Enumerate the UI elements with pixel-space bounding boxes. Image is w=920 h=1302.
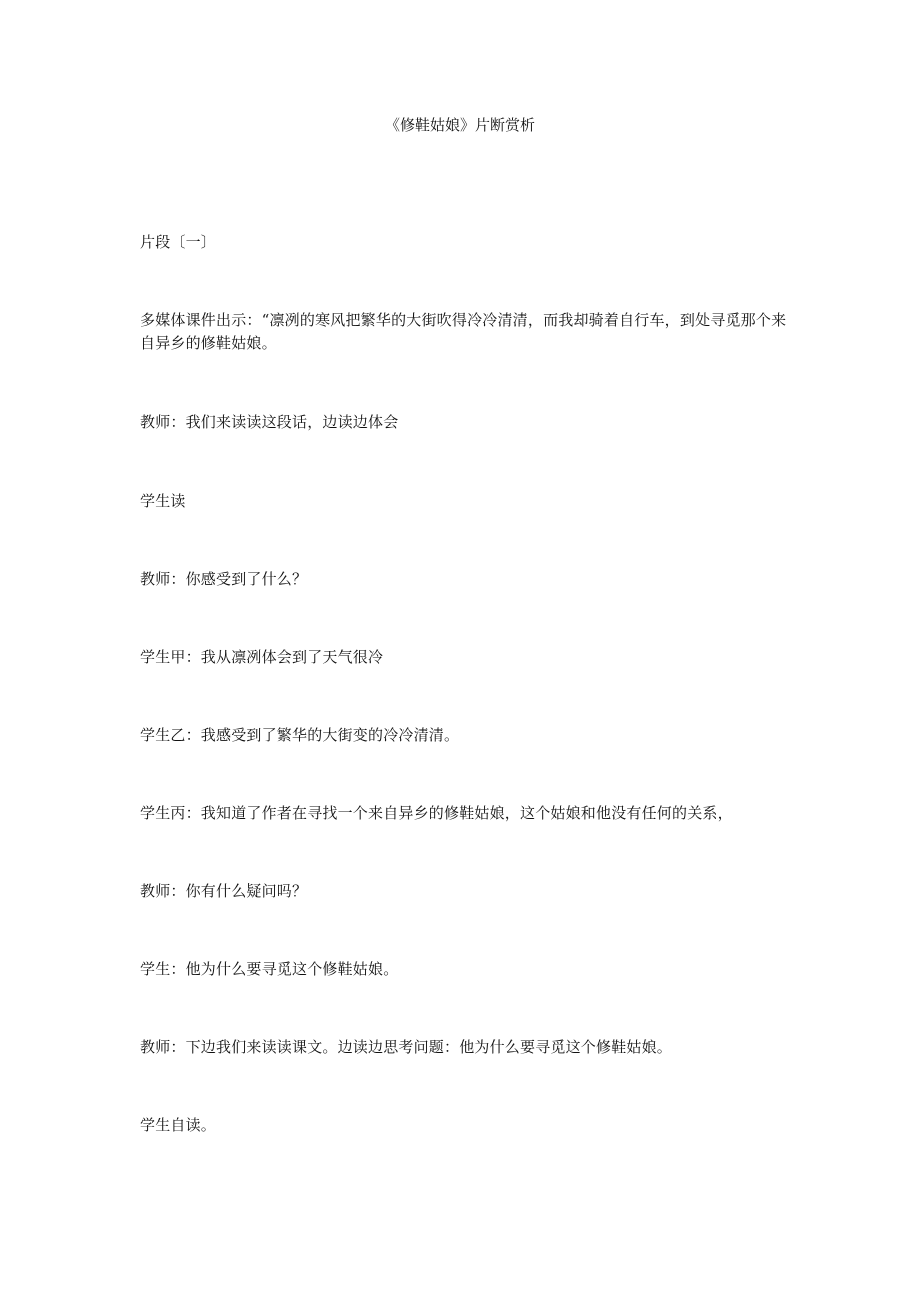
paragraph-student-self-read: 学生自读。 bbox=[140, 1116, 217, 1134]
paragraph-teacher-1: 教师：我们来读读这段话，边读边体会 bbox=[140, 413, 399, 431]
paragraph-student-c: 学生丙：我知道了作者在寻找一个来自异乡的修鞋姑娘，这个姑娘和他没有任何的关系， bbox=[140, 804, 733, 822]
paragraph-teacher-2: 教师：你感受到了什么？ bbox=[140, 570, 308, 588]
paragraph-multimedia-quote: 多媒体课件出示：“凛冽的寒风把繁华的大街吹得冷冷清清，而我却骑着自行车，到处寻觅那个来自异乡的修鞋姑娘。 bbox=[140, 311, 787, 352]
paragraph-teacher-3: 教师：你有什么疑问吗？ bbox=[140, 882, 308, 900]
paragraph-student-a: 学生甲：我从凛冽体会到了天气很冷 bbox=[140, 648, 384, 666]
paragraph-student-b: 学生乙：我感受到了繁华的大街变的冷冷清清。 bbox=[140, 726, 460, 744]
paragraph-student-reads: 学生读 bbox=[140, 492, 186, 510]
paragraph-teacher-4: 教师：下边我们来读读课文。边读边思考问题：他为什么要寻觅这个修鞋姑娘。 bbox=[140, 1038, 673, 1056]
document-title: 《修鞋姑娘》片断赏析 bbox=[384, 116, 535, 134]
paragraph-student-question: 学生：他为什么要寻觅这个修鞋姑娘。 bbox=[140, 960, 399, 978]
section-heading: 片段〔一〕 bbox=[140, 233, 217, 251]
